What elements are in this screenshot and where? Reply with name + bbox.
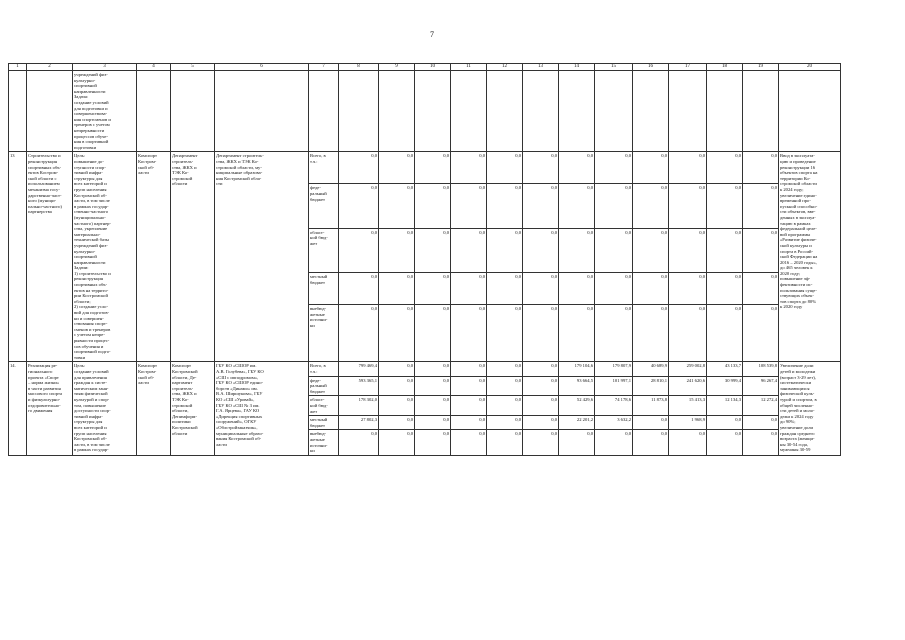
cont-col-5 <box>171 71 215 152</box>
column-number-11: 11 <box>451 64 487 71</box>
row13-source: област- ной бюд- жет <box>309 228 339 273</box>
row14-value: 0,0 <box>339 430 379 455</box>
row14-value: 0,0 <box>487 362 523 376</box>
row13-row <box>9 152 841 184</box>
row13-value: 0,0 <box>669 228 707 273</box>
row13-value: 0,0 <box>595 305 633 362</box>
row13-value: 0,0 <box>379 273 415 305</box>
row14-value: 0,0 <box>487 430 523 455</box>
row14-value: 0,0 <box>523 376 559 396</box>
row14-value: 101 997,1 <box>595 376 633 396</box>
row13-value: 0,0 <box>595 273 633 305</box>
row14-value: 0,0 <box>379 396 415 416</box>
row13-value: 0,0 <box>339 152 379 184</box>
row14-value: 799 469,4 <box>339 362 379 376</box>
cont-col-14 <box>559 71 595 152</box>
row14-value: 0,0 <box>451 362 487 376</box>
cont-col-10 <box>415 71 451 152</box>
row13-value: 0,0 <box>633 273 669 305</box>
row14-goal: Цель: создание условий для привлечения граждан к систе- матическим заня- тиям физической культурой и спор- том, повышение доступности спор- тивной инфра- структуры для всех категорий и групп населения Костромской об- ласти, в том числе в рамках государ- <box>73 362 137 455</box>
row14-value: 0,0 <box>415 376 451 396</box>
row14-value: 0,0 <box>379 376 415 396</box>
row13-value: 0,0 <box>559 305 595 362</box>
row13-value: 0,0 <box>669 184 707 229</box>
row14-value: 0,0 <box>633 430 669 455</box>
row14-value: 108 539,8 <box>743 362 779 376</box>
cont-col-20 <box>779 71 841 152</box>
column-number-3: 3 <box>73 64 137 71</box>
column-number-2: 2 <box>27 64 73 71</box>
row14-value: 0,0 <box>523 362 559 376</box>
cont-col-1 <box>9 71 27 152</box>
row13-value: 0,0 <box>487 305 523 362</box>
cont-col-17 <box>669 71 707 152</box>
row14-value: 28 810,1 <box>633 376 669 396</box>
row13-value: 0,0 <box>743 152 779 184</box>
row14-value: 179 104,6 <box>559 362 595 376</box>
row14-source: феде- ральный бюджет <box>309 376 339 396</box>
row14-value: 0,0 <box>523 430 559 455</box>
column-number-19: 19 <box>743 64 779 71</box>
row14-coexecutor: Комспорт Костромской области, Де- партамент строитель- ства, ЖКХ и ТЭК Ко- стромской области, Депимформ- политики Костромской области <box>171 362 215 455</box>
row13-result: Ввод в эксплуата- цию и проведение реконструкции 16 объектов спорта на территории Ко- стромской области к 2024 году; увеличение едино- временной про- пускной способно- сти объектов, вве- денных в эксплуа- тацию в рамках федеральной целе- вой программы «Развитие физиче- ской культуры и спорта в Россий- ской Федерации на 2016 – 2020 годы», до 465 человек к 2020 году; повышение эф- фективности ис- пользования суще- ствующих объек- тов спорта до 80% к 2020 году <box>779 152 841 362</box>
cont-col-7 <box>309 71 339 152</box>
column-number-7: 7 <box>309 64 339 71</box>
row14-value: 40 689,9 <box>633 362 669 376</box>
row13-value: 0,0 <box>415 152 451 184</box>
column-number-9: 9 <box>379 64 415 71</box>
row13-value: 0,0 <box>707 152 743 184</box>
row14-row <box>9 362 841 376</box>
row13-value: 0,0 <box>743 273 779 305</box>
row13-value: 0,0 <box>415 228 451 273</box>
row13-value: 0,0 <box>415 273 451 305</box>
row14-value: 27 802,3 <box>339 416 379 430</box>
row14-value: 0,0 <box>523 416 559 430</box>
row13-value: 0,0 <box>451 152 487 184</box>
row13-value: 0,0 <box>669 152 707 184</box>
row13-value: 0,0 <box>415 305 451 362</box>
row14-value: 0,0 <box>415 362 451 376</box>
row13-value: 0,0 <box>451 273 487 305</box>
row13-value: 0,0 <box>743 305 779 362</box>
row13-value: 0,0 <box>379 152 415 184</box>
row13-responsible: Комспорт Костром- ской об- ласти <box>137 152 171 362</box>
row13-value: 0,0 <box>523 184 559 229</box>
cont-col-16 <box>633 71 669 152</box>
row14-value: 0,0 <box>451 416 487 430</box>
row13-value: 0,0 <box>633 305 669 362</box>
row14-value: 52 429,6 <box>559 396 595 416</box>
row14-value: 0,0 <box>379 430 415 455</box>
row14-value: 30 999,4 <box>707 376 743 396</box>
row13-goal: Цель: повышение до- ступности спор- тивной инфра- структуры для всех категорий и групп населения Костромской об- ласти, в том числе в рамках государ- ственно-частного (муниципально- частного) партнер- ства, укрепление материально- технической базы учреждений физ- культурно- спортивной направленности Задачи: 1) строительство и реконструкция спортивных объ- ектов на террито- рии Костромской области; 2) создание усло- вий для подготов- ки и совершен- ствования спорт- сменов и тренеров с учетом непре- рывности процес- сов обучения и спортивной подго- товки <box>73 152 137 362</box>
column-number-20: 20 <box>779 64 841 71</box>
row14-value: 593 365,1 <box>339 376 379 396</box>
row14-value: 0,0 <box>523 396 559 416</box>
row13-value: 0,0 <box>523 305 559 362</box>
row14-value: 0,0 <box>379 362 415 376</box>
row13-value: 0,0 <box>415 184 451 229</box>
row14-event-name: Реализация ре- гионального проекта «Спорт – норма жизни» в части развития массового спорта и физкультурно- оздоровительно- го движения <box>27 362 73 455</box>
column-number-14: 14 <box>559 64 595 71</box>
row14-value: 0,0 <box>415 396 451 416</box>
row13-value: 0,0 <box>669 273 707 305</box>
row14-value: 0,0 <box>707 430 743 455</box>
row14-responsible: Комспорт Костром- ской об- ласти <box>137 362 171 455</box>
row13-value: 0,0 <box>707 184 743 229</box>
cont-col-13 <box>523 71 559 152</box>
row13-coexecutor: Департамент строитель- ства, ЖКХ и ТЭК Ко- стромской области <box>171 152 215 362</box>
row14-value: 15 413,3 <box>669 396 707 416</box>
row13-value: 0,0 <box>523 273 559 305</box>
row13-value: 0,0 <box>595 228 633 273</box>
row14-number: 14. <box>9 362 27 455</box>
cont-col-9 <box>379 71 415 152</box>
row13-value: 0,0 <box>487 228 523 273</box>
row14-value: 179 807,9 <box>595 362 633 376</box>
row14-value: 0,0 <box>451 376 487 396</box>
page-number: 7 <box>430 30 434 39</box>
row14-value: 74 178,6 <box>595 396 633 416</box>
row14-source: местный бюджет <box>309 416 339 430</box>
row14-value: 43 133,7 <box>707 362 743 376</box>
row13-value: 0,0 <box>595 152 633 184</box>
row14-value: 0,0 <box>487 396 523 416</box>
row14-value: 259 002,8 <box>669 362 707 376</box>
row13-value: 0,0 <box>339 273 379 305</box>
row13-value: 0,0 <box>339 305 379 362</box>
row14-value: 0,0 <box>743 416 779 430</box>
row13-value: 0,0 <box>487 273 523 305</box>
row14-result: Увеличение доли детей и молодежи (возраст 3-29 лет), систематически занимающихся физической куль- турой и спортом, в общей численно- сти детей и моло- дежи к 2024 году до 90%; увеличение доли граждан среднего возраста (женщи- ны 30-54 года, мужчины 30-59 <box>779 362 841 455</box>
column-number-17: 17 <box>669 64 707 71</box>
row14-source: Всего, в т.ч.: <box>309 362 339 376</box>
row14-value: 11 873,8 <box>633 396 669 416</box>
row14-source: област- ной бюд- жет <box>309 396 339 416</box>
row14-value: 0,0 <box>743 430 779 455</box>
row13-value: 0,0 <box>451 228 487 273</box>
row13-value: 0,0 <box>451 305 487 362</box>
row14-value: 12 134,3 <box>707 396 743 416</box>
column-number-1: 1 <box>9 64 27 71</box>
row13-value: 0,0 <box>633 184 669 229</box>
row13-value: 0,0 <box>379 305 415 362</box>
row14-value: 178 302,0 <box>339 396 379 416</box>
row14-value: 0,0 <box>451 396 487 416</box>
row14-value: 96 267,4 <box>743 376 779 396</box>
row13-value: 0,0 <box>451 184 487 229</box>
row13-value: 0,0 <box>559 228 595 273</box>
column-number-12: 12 <box>487 64 523 71</box>
column-number-16: 16 <box>633 64 669 71</box>
column-number-15: 15 <box>595 64 633 71</box>
row13-number: 13 <box>9 152 27 362</box>
row14-value: 0,0 <box>707 416 743 430</box>
row14-value: 0,0 <box>559 430 595 455</box>
column-number-4: 4 <box>137 64 171 71</box>
row14-value: 0,0 <box>451 430 487 455</box>
cont-col-6 <box>215 71 309 152</box>
cont-col-18 <box>707 71 743 152</box>
row14-value: 0,0 <box>633 416 669 430</box>
row14-value: 0,0 <box>595 430 633 455</box>
row13-value: 0,0 <box>559 152 595 184</box>
column-number-13: 13 <box>523 64 559 71</box>
row14-value: 93 664,5 <box>559 376 595 396</box>
row13-value: 0,0 <box>339 228 379 273</box>
row13-value: 0,0 <box>633 152 669 184</box>
row13-value: 0,0 <box>595 184 633 229</box>
row14-value: 12 272,4 <box>743 396 779 416</box>
row13-source: местный бюджет <box>309 273 339 305</box>
column-number-row <box>9 64 841 71</box>
column-number-6: 6 <box>215 64 309 71</box>
column-number-8: 8 <box>339 64 379 71</box>
row13-value: 0,0 <box>743 228 779 273</box>
row13-value: 0,0 <box>487 152 523 184</box>
row14-value: 0,0 <box>487 376 523 396</box>
cont-col-2 <box>27 71 73 152</box>
cont-col-12 <box>487 71 523 152</box>
row13-source: Всего, в т.ч.: <box>309 152 339 184</box>
row13-value: 0,0 <box>707 305 743 362</box>
row13-value: 0,0 <box>523 228 559 273</box>
cont-col-11 <box>451 71 487 152</box>
row13-value: 0,0 <box>633 228 669 273</box>
row13-source: внебюд- жетные источни- ки <box>309 305 339 362</box>
row13-value: 0,0 <box>523 152 559 184</box>
cont-col-8 <box>339 71 379 152</box>
row13-value: 0,0 <box>743 184 779 229</box>
program-table <box>8 63 841 456</box>
row13-value: 0,0 <box>669 305 707 362</box>
row13-value: 0,0 <box>559 184 595 229</box>
row14-value: 0,0 <box>487 416 523 430</box>
column-number-5: 5 <box>171 64 215 71</box>
row13-value: 0,0 <box>379 184 415 229</box>
cont-col-19 <box>743 71 779 152</box>
column-number-10: 10 <box>415 64 451 71</box>
cont-col-15 <box>595 71 633 152</box>
row13-value: 0,0 <box>559 273 595 305</box>
row14-value: 241 620,6 <box>669 376 707 396</box>
row13-event-name: Строительство и реконструкция спортивных объ- ектов Костром- ской области с использованием механизма госу- дарственно-част- ного (муници- пально-частного) партнерства <box>27 152 73 362</box>
row13-value: 0,0 <box>707 273 743 305</box>
row14-value: 0,0 <box>379 416 415 430</box>
row14-value: 0,0 <box>415 416 451 430</box>
row13-value: 0,0 <box>339 184 379 229</box>
row13-value: 0,0 <box>379 228 415 273</box>
row13-value: 0,0 <box>487 184 523 229</box>
cont-col-4 <box>137 71 171 152</box>
row14-value: 3 632,2 <box>595 416 633 430</box>
row13-value: 0,0 <box>707 228 743 273</box>
continuation-row <box>9 71 841 152</box>
row13-participants: Департамент строитель- ства, ЖКХ и ТЭК Ко- стромской области, му- ниципальные образова- ния Костромской обла- сти <box>215 152 309 362</box>
row14-value: 22 201,2 <box>559 416 595 430</box>
row14-value: 0,0 <box>669 430 707 455</box>
cont-goal-cell: учреждений физ- культурно- спортивной направленности Задача: создание условий для подготовки и совершенствова- ния спортсменов и тренеров с учетом непрерывности процессов обуче- ния в спортивной подготовки <box>73 71 137 152</box>
row14-source: внебюд- жетные источни- ки <box>309 430 339 455</box>
row14-value: 1 968,9 <box>669 416 707 430</box>
row13-source: феде- ральный бюджет <box>309 184 339 229</box>
row14-value: 0,0 <box>415 430 451 455</box>
column-number-18: 18 <box>707 64 743 71</box>
row14-participants: ГБУ КО «СШОР им. А.В. Голубева», ГБУ КО «СШ с ипподромом», ГБУ КО «СШОР едино- борств «Динамо» им. В.А. Ширшукова», ГБУ КО «СШ «Уровай», ГБУ КО «СШ № 3 им. Г.А. Ярцева», ГАУ КО «Дирекция спортивных сооружений», ОГКУ «Облстройзаказчик», муниципальные образо- вания Костромской об- ласти <box>215 362 309 455</box>
